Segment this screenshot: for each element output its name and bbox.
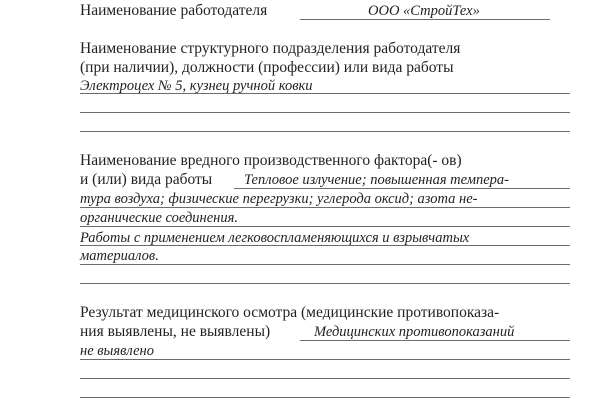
division-value-line1: Электроцех № 5, кузнец ручной ковки [80, 78, 313, 94]
division-label-line2: (при наличии), должности (профессии) или вида работы [80, 59, 454, 76]
result-label-line2: ния выявлены, не выявлены) [80, 323, 271, 340]
division-label-line1: Наименование структурного подразделения работодателя [80, 40, 461, 57]
hazard-label-line2: и (или) вида работы [80, 171, 213, 188]
employer-value: ООО «СтройТех» [368, 3, 480, 19]
hazard-line-5 [80, 264, 570, 265]
employer-label: Наименование работодателя [80, 2, 268, 19]
hazard-label-line1: Наименование вредного производственного фактора(- ов) [80, 152, 462, 169]
hazard-line-3 [80, 226, 570, 227]
division-line-1 [80, 93, 570, 94]
result-line-1 [300, 340, 570, 341]
hazard-line-6 [80, 283, 570, 284]
result-value-line1: Медицинских противопоказаний [314, 324, 515, 340]
employer-underline [300, 19, 550, 20]
result-value-line2: не выявлено [80, 343, 154, 359]
division-line-3 [80, 131, 570, 132]
result-label-line1: Результат медицинского осмотра (медицинские противопоказа- [80, 304, 500, 321]
division-line-2 [80, 112, 570, 113]
hazard-line-4 [80, 245, 570, 246]
hazard-value-line5: материалов. [80, 248, 159, 264]
hazard-value-line4: Работы с применением легковоспламеняющихся и взрывчатых [80, 230, 470, 246]
result-line-4 [80, 397, 570, 398]
hazard-value-line2: тура воздуха; физические перегрузки; углерода оксид; азота не- [80, 191, 478, 207]
hazard-line-2 [80, 207, 570, 208]
result-line-3 [80, 378, 570, 379]
hazard-line-1 [234, 188, 570, 189]
result-line-2 [80, 359, 570, 360]
hazard-value-line1: Тепловое излучение; повышенная темпера- [244, 172, 510, 188]
hazard-value-line3: органические соединения. [80, 210, 238, 226]
